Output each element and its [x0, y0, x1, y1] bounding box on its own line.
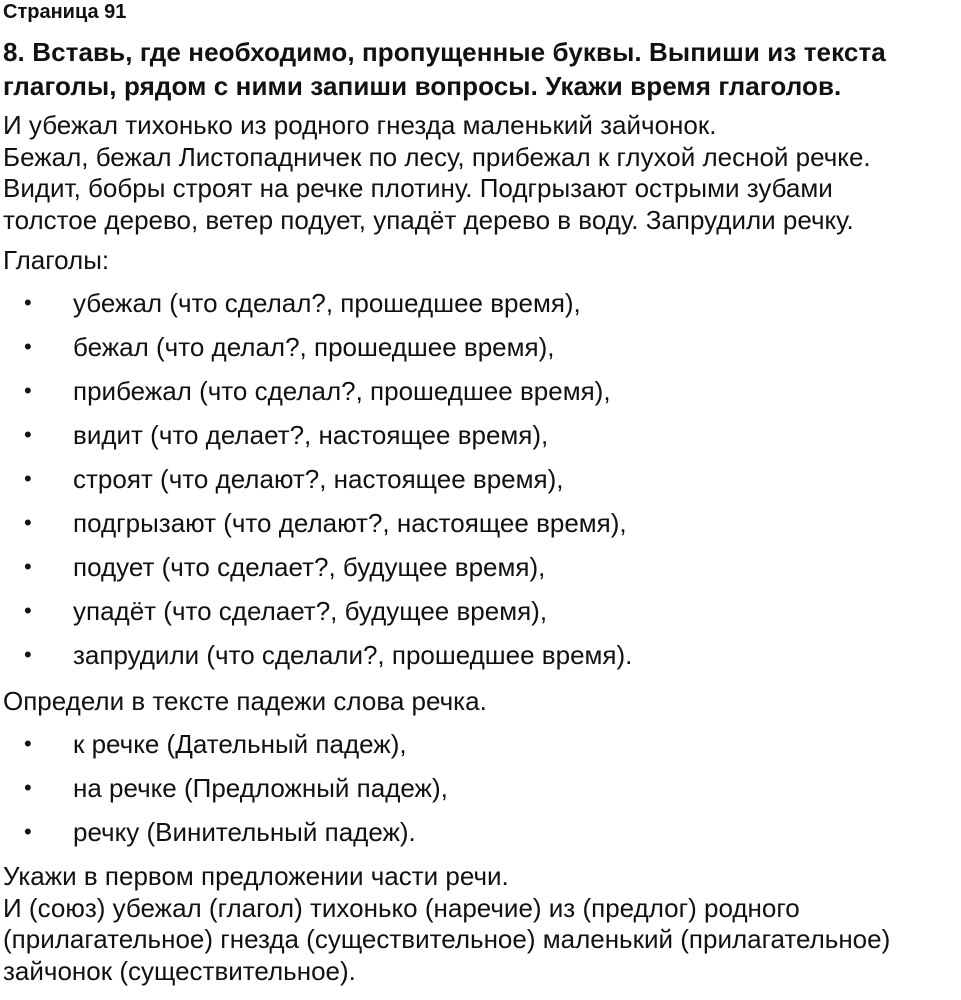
parts-of-speech-line: (прилагательное) гнезда (существительное) маленький (прилагательное) — [3, 924, 891, 954]
cases-list — [3, 722, 961, 854]
verbs-list — [3, 281, 961, 677]
source-text-line: толстое дерево, ветер подует, упадёт дерево в воду. Запрудили речку. — [3, 204, 854, 235]
bullet-icon: • — [24, 378, 32, 403]
list-item-text: на речке (Предложный падеж), — [73, 773, 448, 803]
list-item — [3, 413, 961, 457]
task-title-line: 8. Вставь, где необходимо, пропущенные буквы. Выпиши из текста — [3, 37, 886, 67]
page-label: Страница 91 — [3, 1, 127, 23]
list-item-text: запрудили (что сделали?, прошедшее время). — [73, 640, 633, 670]
parts-of-speech — [3, 861, 961, 987]
bullet-icon: • — [24, 775, 32, 800]
source-text — [3, 110, 961, 236]
list-item-text: подует (что сделает?, будущее время), — [73, 552, 546, 582]
parts-of-speech-line: зайчонок (существительное). — [3, 955, 356, 986]
list-item-text: прибежал (что сделал?, прошедшее время), — [73, 376, 611, 406]
verbs-heading: Глаголы: — [3, 245, 110, 275]
list-item-text: подгрызают (что делают?, настоящее время), — [73, 508, 627, 538]
bullet-icon: • — [24, 290, 32, 315]
cases-heading: Определи в тексте падежи слова речка. — [3, 686, 487, 716]
task-title-line: глаголы, рядом с ними запиши вопросы. Укажи время глаголов. — [3, 71, 842, 101]
list-item — [3, 369, 961, 413]
bullet-icon: • — [24, 598, 32, 623]
list-item-text: убежал (что сделал?, прошедшее время), — [73, 288, 581, 318]
bullet-icon: • — [24, 554, 32, 579]
bullet-icon: • — [24, 510, 32, 535]
list-item — [3, 501, 961, 545]
list-item — [3, 810, 961, 854]
list-item-text: речку (Винительный падеж). — [73, 817, 416, 847]
bullet-icon: • — [24, 731, 32, 756]
bullet-icon: • — [24, 819, 32, 844]
list-item — [3, 722, 961, 766]
bullet-icon: • — [24, 466, 32, 491]
source-text-line: Бежал, бежал Листопадничек по лесу, прибежал к глухой лесной речке. — [3, 141, 871, 172]
list-item-text: упадёт (что сделает?, будущее время), — [73, 596, 548, 626]
bullet-icon: • — [24, 642, 32, 667]
list-item — [3, 545, 961, 589]
list-item — [3, 589, 961, 633]
list-item-text: видит (что делает?, настоящее время), — [73, 420, 549, 450]
source-text-line: Видит, бобры строят на речке плотину. Подгрызают острыми зубами — [3, 173, 833, 203]
source-text-line: И убежал тихонько из родного гнезда маленький зайчонок. — [3, 110, 717, 140]
parts-of-speech-line: Укажи в первом предложении части речи. — [3, 861, 509, 891]
list-item-text: бежал (что делал?, прошедшее время), — [73, 332, 555, 362]
task-title — [3, 35, 961, 103]
bullet-icon: • — [24, 334, 32, 359]
list-item-text: к речке (Дательный падеж), — [73, 729, 407, 759]
list-item — [3, 325, 961, 369]
list-item — [3, 457, 961, 501]
list-item — [3, 633, 961, 677]
list-item — [3, 281, 961, 325]
list-item-text: строят (что делают?, настоящее время), — [73, 464, 564, 494]
bullet-icon: • — [24, 422, 32, 447]
parts-of-speech-line: И (союз) убежал (глагол) тихонько (наречие) из (предлог) родного — [3, 892, 800, 923]
list-item — [3, 766, 961, 810]
